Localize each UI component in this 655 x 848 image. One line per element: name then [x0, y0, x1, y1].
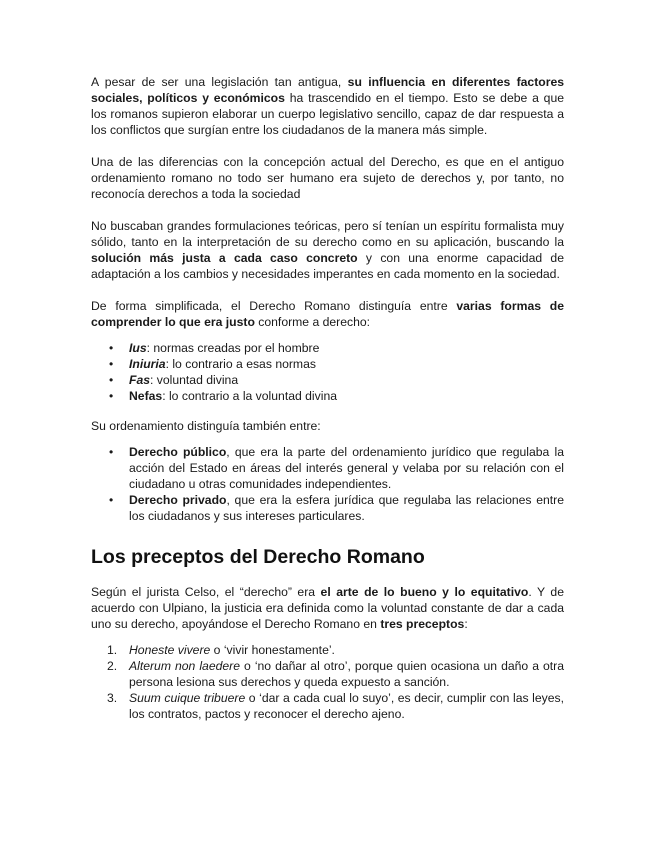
list-item: 3. Suum cuique tribuere o ‘dar a cada cual lo suyo’, es decir, cumplir con las leyes, los contratos, pactos y reconocer el derecho ajeno. [107, 691, 564, 721]
justice-forms-list [91, 340, 564, 404]
paragraph-forms-of-justice: De forma simplificada, el Derecho Romano distinguía entre varias formas de comprender lo que era justo conforme a derecho: [91, 299, 564, 329]
list-item: • Fas: voluntad divina [129, 372, 564, 388]
list-item: 2. Alterum non laedere o ‘no dañar al otro’, porque quien ocasiona un daño a otra persona lesiona sus derechos y queda expuesto a sanción. [107, 659, 564, 689]
list-item: • Derecho público, que era la parte del ordenamiento jurídico que regulaba la acción del Estado en áreas del interés general y velaba por su relación con el ciudadano u otras comunidades independientes. [129, 444, 564, 492]
bold-highlight: varias formas de comprender lo que era justo [91, 299, 564, 329]
bold-highlight: solución más justa a cada caso concreto [91, 251, 358, 265]
paragraph-differences: Una de las diferencias con la concepción actual del Derecho, es que en el antiguo ordenamiento romano no todo ser humano era sujeto de derechos y, por tanto, no reconocía derechos a toda la sociedad [91, 155, 564, 201]
bold-highlight: tres preceptos [380, 617, 465, 631]
list-item: • Iniuria: lo contrario a esas normas [129, 356, 564, 372]
section-heading: Los preceptos del Derecho Romano [91, 546, 425, 568]
list-item: • Ius: normas creadas por el hombre [129, 340, 564, 356]
list-item: • Derecho privado, que era la esfera jurídica que regulaba las relaciones entre los ciudadanos y sus intereses particulares. [129, 492, 564, 524]
paragraph-intro: A pesar de ser una legislación tan antigua, su influencia en diferentes factores sociales, políticos y económicos ha trascendido en el tiempo. Esto se debe a que los romanos supieron elaborar un cuerpo legislativo sencillo, capaz de dar respuesta a los conflictos que surgían entre los ciudadanos de la manera más simple. [91, 75, 565, 137]
paragraph-also-distinguished: Su ordenamiento distinguía también entre: [91, 419, 321, 433]
bold-highlight: el arte de lo bueno y lo equitativo [320, 585, 529, 599]
law-types-list [91, 444, 564, 524]
paragraph-formalism: No buscaban grandes formulaciones teóricas, pero sí tenían un espíritu formalista muy sólido, tanto en la interpretación de su derecho como en su aplicación, buscando la solución más justa a cada caso concreto y con una enorme capacidad de adaptación a los cambios y necesidades imperantes en cada momento en la sociedad. [91, 219, 564, 281]
precepts-list [91, 642, 564, 722]
document-page [91, 74, 564, 722]
paragraph-celso: Según el jurista Celso, el “derecho” era el arte de lo bueno y lo equitativo. Y de acuerdo con Ulpiano, la justicia era definida como la voluntad constante de dar a cada uno su derecho, apoyándose el Derecho Romano en tres preceptos: [91, 585, 564, 631]
list-item: 1. Honeste vivere o ‘vivir honestamente’. [107, 643, 335, 657]
list-item: • Nefas: lo contrario a la voluntad divina [129, 388, 564, 404]
bold-highlight: su influencia en diferentes factores sociales, políticos y económicos [91, 75, 565, 105]
